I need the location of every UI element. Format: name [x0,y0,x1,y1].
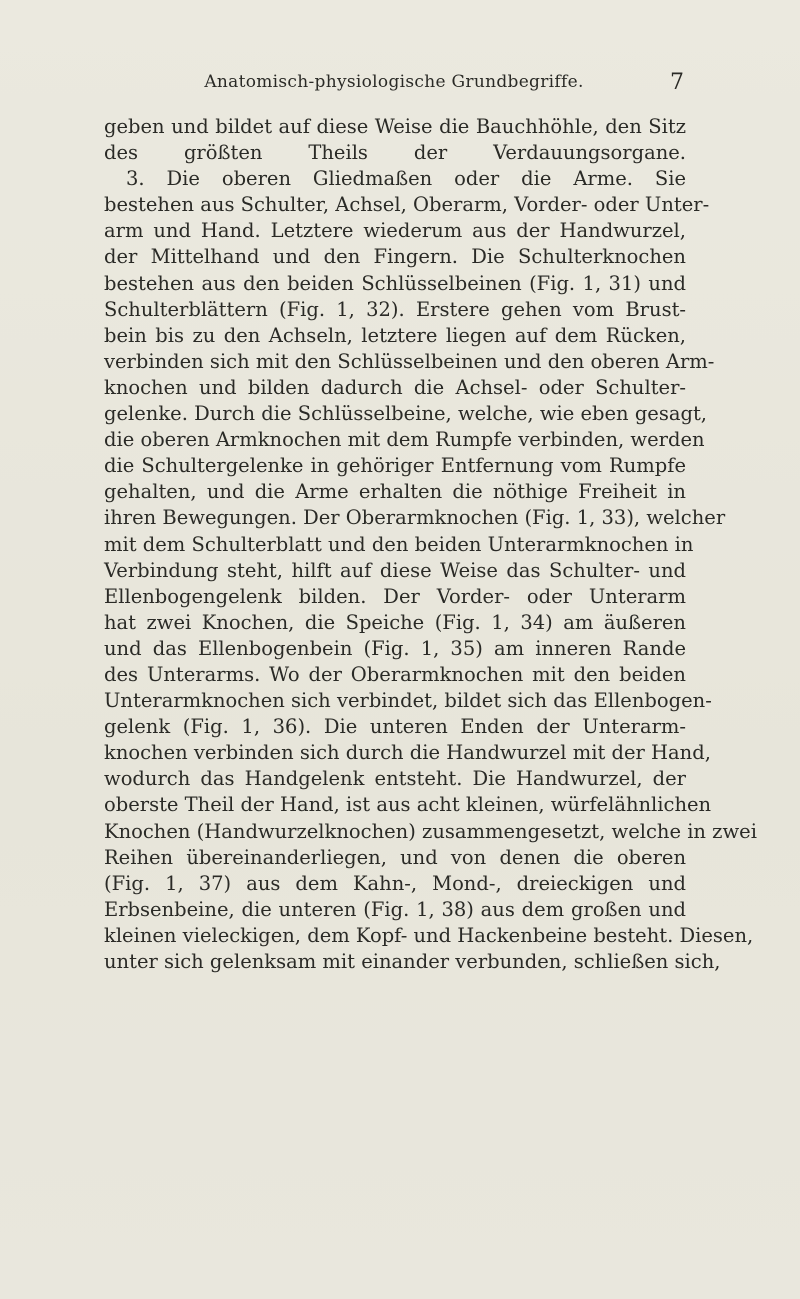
text-line: des größten Theils der Verdauungsorgane. [104,141,686,165]
text-line: Ellenbogengelenk bilden. Der Vorder- oder Unterarm [104,584,686,608]
text-line: 3. Die oberen Gliedmaßen oder die Arme. Sie [126,167,686,191]
running-title: Anatomisch-physiologische Grundbegriffe. [204,72,584,92]
text-line: knochen verbinden sich durch die Handwurzel mit der Hand, [104,741,711,765]
body-text [104,114,757,975]
text-line: Unterarmknochen sich verbindet, bildet sich das Ellenbogen- [104,689,712,713]
text-line: verbinden sich mit den Schlüsselbeinen und den oberen Arm- [104,349,715,373]
text-line: ihren Bewegungen. Der Oberarmknochen (Fig. 1, 33), welcher [104,506,726,530]
text-line: die Schultergelenke in gehöriger Entfernung vom Rumpfe [104,454,686,478]
text-line: die oberen Armknochen mit dem Rumpfe verbinden, werden [104,428,705,452]
text-line: und das Ellenbogenbein (Fig. 1, 35) am inneren Rande [104,636,686,660]
text-line: Erbsenbeine, die unteren (Fig. 1, 38) aus dem großen und [104,897,686,921]
text-line: bein bis zu den Achseln, letztere liegen auf dem Rücken, [104,323,686,347]
text-line: unter sich gelenksam mit einander verbunden, schließen sich, [104,950,721,973]
text-line: Schulterblättern (Fig. 1, 32). Erstere gehen vom Brust- [104,297,686,321]
text-line: Knochen (Handwurzelknochen) zusammengesetzt, welche in zwei [104,819,757,843]
text-line: geben und bildet auf diese Weise die Bauchhöhle, den Sitz [104,115,686,138]
text-line: mit dem Schulterblatt und den beiden Unterarmknochen in [104,532,694,556]
text-line: bestehen aus Schulter, Achsel, Oberarm, Vorder- oder Unter- [104,193,710,217]
text-line: (Fig. 1, 37) aus dem Kahn-, Mond-, dreieckigen und [104,871,686,895]
text-line: gelenk (Fig. 1, 36). Die unteren Enden der Unterarm- [104,715,686,739]
text-line: gelenke. Durch die Schlüsselbeine, welche, wie eben gesagt, [104,402,707,426]
text-line: des Unterarms. Wo der Oberarmknochen mit den beiden [104,662,686,686]
text-line: arm und Hand. Letztere wiederum aus der Handwurzel, [104,219,686,243]
running-head [104,72,684,102]
text-line: Verbindung steht, hilft auf diese Weise das Schulter- und [104,558,686,582]
text-line: Reihen übereinanderliegen, und von denen die oberen [104,845,686,869]
page-number: 7 [670,70,684,95]
text-line: oberste Theil der Hand, ist aus acht kleinen, würfelähnlichen [104,793,712,817]
text-line: bestehen aus den beiden Schlüsselbeinen (Fig. 1, 31) und [104,271,686,295]
text-line: knochen und bilden dadurch die Achsel- oder Schulter- [104,375,686,399]
text-line: der Mittelhand und den Fingern. Die Schulterknochen [104,245,686,269]
text-line: kleinen vieleckigen, dem Kopf- und Hackenbeine besteht. Diesen, [104,923,754,947]
text-line: hat zwei Knochen, die Speiche (Fig. 1, 34) am äußeren [104,610,686,634]
text-line: gehalten, und die Arme erhalten die nöthige Freiheit in [104,480,686,504]
text-line: wodurch das Handgelenk entsteht. Die Handwurzel, der [104,767,686,791]
